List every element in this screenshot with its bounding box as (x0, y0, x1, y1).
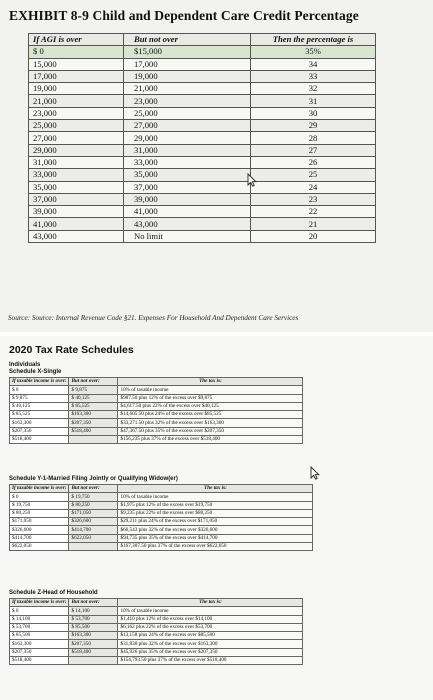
agi-over-cell: 25,000 (29, 120, 124, 132)
but-not-over-cell: $ 14,100 (69, 607, 118, 615)
but-not-over-cell: 19,000 (124, 70, 251, 82)
income-over-cell: $163,300 (10, 640, 69, 648)
source-citation: Source: Source: Internal Revenue Code §21. Expenses For Household And Dependent Care Services (8, 314, 299, 322)
but-not-over-cell: 37,000 (124, 181, 251, 193)
header-agi-over: If AGI is over (29, 34, 124, 46)
tax-is-cell: $14,605.50 plus 24% of the excess over $85,525 (118, 411, 303, 419)
header-tax-is: The tax is: (118, 378, 303, 386)
table-row (10, 427, 303, 435)
but-not-over-cell: 17,000 (124, 58, 251, 70)
table-row (29, 206, 376, 218)
income-over-cell: $207,350 (10, 427, 69, 435)
table-row (29, 132, 376, 144)
income-over-cell: $ 9,875 (10, 394, 69, 402)
but-not-over-cell: $518,400 (69, 648, 118, 656)
header-but-not-over: But not over (124, 34, 251, 46)
agi-over-cell: 23,000 (29, 107, 124, 119)
agi-over-cell: 33,000 (29, 169, 124, 181)
agi-over-cell: 17,000 (29, 70, 124, 82)
mouse-cursor-icon (310, 466, 320, 480)
percentage-cell: 30 (251, 107, 376, 119)
but-not-over-cell: 39,000 (124, 193, 251, 205)
table-row (10, 436, 303, 444)
but-not-over-cell: $ 9,875 (69, 386, 118, 394)
table-row (10, 509, 313, 517)
percentage-cell: 20 (251, 230, 376, 242)
but-not-over-cell (69, 436, 118, 444)
percentage-cell: 21 (251, 218, 376, 230)
table-row (29, 58, 376, 70)
table-row (10, 615, 303, 623)
tax-is-cell: 10% of taxable income (118, 386, 303, 394)
table-header-row (29, 34, 376, 46)
but-not-over-cell: $518,400 (69, 427, 118, 435)
income-over-cell: $518,400 (10, 436, 69, 444)
tax-is-cell: $31,830 plus 32% of the excess over $163,300 (118, 640, 303, 648)
but-not-over-cell: 31,000 (124, 144, 251, 156)
tax-is-cell: $47,367.50 plus 35% of the excess over $207,350 (118, 427, 303, 435)
table-header-row (10, 485, 313, 493)
tax-is-cell: $156,235 plus 37% of the excess over $518,400 (118, 436, 303, 444)
but-not-over-cell: $ 19,750 (69, 493, 118, 501)
but-not-over-cell: $ 53,700 (69, 615, 118, 623)
tax-is-cell: $1,975 plus 12% of the excess over $19,750 (118, 501, 313, 509)
but-not-over-cell: 27,000 (124, 120, 251, 132)
but-not-over-cell: $163,300 (69, 411, 118, 419)
header-income-over: If taxable income is over: (10, 378, 69, 386)
percentage-cell: 27 (251, 144, 376, 156)
header-but-not-over: But not over: (69, 485, 118, 493)
but-not-over-cell: $ 85,525 (69, 402, 118, 410)
exhibit-title: EXHIBIT 8-9 Child and Dependent Care Credit Percentage (9, 8, 359, 23)
income-over-cell: $ 85,500 (10, 632, 69, 640)
but-not-over-cell: 25,000 (124, 107, 251, 119)
table-row (29, 156, 376, 168)
but-not-over-cell: 41,000 (124, 206, 251, 218)
schedule-y1-body (10, 493, 313, 551)
agi-over-cell: 37,000 (29, 193, 124, 205)
agi-over-cell: 35,000 (29, 181, 124, 193)
but-not-over-cell: 21,000 (124, 83, 251, 95)
table-row (10, 419, 303, 427)
income-over-cell: $ 85,525 (10, 411, 69, 419)
tax-is-cell: $987.50 plus 12% of the excess over $9,875 (118, 394, 303, 402)
tax-is-cell: $9,235 plus 22% of the excess over $80,250 (118, 509, 313, 517)
table-row (10, 534, 313, 542)
schedule-y1-title: Schedule Y-1-Married Filing Jointly or Qualifying Widow(er) (9, 476, 178, 482)
table-row (29, 83, 376, 95)
table-row (29, 70, 376, 82)
table-row (10, 648, 303, 656)
section-title: Individuals (9, 362, 41, 368)
income-over-cell: $518,400 (10, 657, 69, 665)
schedule-x-table (9, 377, 303, 444)
percentage-cell: 31 (251, 95, 376, 107)
but-not-over-cell: 33,000 (124, 156, 251, 168)
table-row (29, 169, 376, 181)
income-over-cell: $ 19,750 (10, 501, 69, 509)
schedule-x-body (10, 386, 303, 444)
tax-is-cell: $13,158 plus 24% of the excess over $85,500 (118, 632, 303, 640)
table-row (10, 607, 303, 615)
but-not-over-cell (69, 657, 118, 665)
table-row (10, 411, 303, 419)
percentage-cell: 29 (251, 120, 376, 132)
but-not-over-cell: $414,700 (69, 526, 118, 534)
income-over-cell: $163,300 (10, 419, 69, 427)
percentage-cell: 33 (251, 70, 376, 82)
but-not-over-cell: 23,000 (124, 95, 251, 107)
agi-over-cell: 19,000 (29, 83, 124, 95)
percentage-cell: 26 (251, 156, 376, 168)
but-not-over-cell: 43,000 (124, 218, 251, 230)
percentage-cell: 25 (251, 169, 376, 181)
but-not-over-cell (69, 543, 118, 551)
percentage-cell: 22 (251, 206, 376, 218)
header-but-not-over: But not over: (69, 599, 118, 607)
exhibit-panel (0, 0, 433, 332)
table-row (29, 193, 376, 205)
income-over-cell: $171,050 (10, 518, 69, 526)
table-row (29, 218, 376, 230)
table-row (10, 526, 313, 534)
table-row (29, 230, 376, 242)
schedule-z-title: Schedule Z-Head of Household (9, 590, 98, 596)
tax-is-cell: $33,271.50 plus 32% of the excess over $163,300 (118, 419, 303, 427)
but-not-over-cell: 35,000 (124, 169, 251, 181)
tax-is-cell: $6,162 plus 22% of the excess over $53,700 (118, 623, 303, 631)
table-row (29, 46, 376, 58)
but-not-over-cell: $163,300 (69, 632, 118, 640)
agi-over-cell: 29,000 (29, 144, 124, 156)
agi-over-cell: 43,000 (29, 230, 124, 242)
tax-is-cell: $154,793.50 plus 37% of the excess over $518,400 (118, 657, 303, 665)
table-row (29, 107, 376, 119)
income-over-cell: $ 14,100 (10, 615, 69, 623)
header-income-over: If taxable income is over: (10, 485, 69, 493)
income-over-cell: $622,050 (10, 543, 69, 551)
income-over-cell: $ 53,700 (10, 623, 69, 631)
table-row (10, 640, 303, 648)
tax-is-cell: $167,307.50 plus 37% of the excess over $622,050 (118, 543, 313, 551)
credit-percentage-table (28, 33, 376, 243)
table-row (10, 402, 303, 410)
table-row (29, 181, 376, 193)
table-header-row (10, 599, 303, 607)
income-over-cell: $414,700 (10, 534, 69, 542)
tax-is-cell: 10% of taxable income (118, 493, 313, 501)
table-row (29, 144, 376, 156)
agi-over-cell: 21,000 (29, 95, 124, 107)
percentage-cell: 35% (251, 46, 376, 58)
income-over-cell: $ 0 (10, 386, 69, 394)
tax-is-cell: $66,543 plus 32% of the excess over $326,600 (118, 526, 313, 534)
tax-is-cell: $45,926 plus 35% of the excess over $207,350 (118, 648, 303, 656)
table-row (10, 632, 303, 640)
header-percentage: Then the percentage is (251, 34, 376, 46)
agi-over-cell: 39,000 (29, 206, 124, 218)
agi-over-cell: $ 0 (29, 46, 124, 58)
income-over-cell: $ 80,250 (10, 509, 69, 517)
but-not-over-cell: $ 85,500 (69, 623, 118, 631)
income-over-cell: $207,350 (10, 648, 69, 656)
table-row (10, 623, 303, 631)
credit-table-body (29, 46, 376, 243)
tax-is-cell: $29,211 plus 24% of the excess over $171,050 (118, 518, 313, 526)
income-over-cell: $ 0 (10, 607, 69, 615)
table-row (29, 120, 376, 132)
table-row (10, 493, 313, 501)
income-over-cell: $326,600 (10, 526, 69, 534)
income-over-cell: $ 40,125 (10, 402, 69, 410)
table-row (10, 501, 313, 509)
but-not-over-cell: No limit (124, 230, 251, 242)
percentage-cell: 23 (251, 193, 376, 205)
percentage-cell: 34 (251, 58, 376, 70)
income-over-cell: $ 0 (10, 493, 69, 501)
table-row (29, 95, 376, 107)
tax-is-cell: $4,617.50 plus 22% of the excess over $40,125 (118, 402, 303, 410)
percentage-cell: 32 (251, 83, 376, 95)
table-row (10, 543, 313, 551)
but-not-over-cell: $ 80,250 (69, 501, 118, 509)
table-row (10, 518, 313, 526)
table-row (10, 657, 303, 665)
schedule-z-table (9, 598, 303, 665)
agi-over-cell: 31,000 (29, 156, 124, 168)
header-income-over: If taxable income is over: (10, 599, 69, 607)
header-tax-is: The tax is: (118, 485, 313, 493)
schedule-y1-table (9, 484, 313, 551)
agi-over-cell: 41,000 (29, 218, 124, 230)
tax-is-cell: 10% of taxable income (118, 607, 303, 615)
but-not-over-cell: $207,350 (69, 640, 118, 648)
but-not-over-cell: $15,000 (124, 46, 251, 58)
tax-rate-panel (0, 336, 433, 700)
schedule-x-title: Schedule X-Single (9, 369, 62, 375)
schedule-z-body (10, 607, 303, 665)
tax-is-cell: $94,735 plus 35% of the excess over $414,700 (118, 534, 313, 542)
agi-over-cell: 15,000 (29, 58, 124, 70)
rates-title: 2020 Tax Rate Schedules (9, 344, 134, 356)
but-not-over-cell: $207,350 (69, 419, 118, 427)
but-not-over-cell: 29,000 (124, 132, 251, 144)
header-tax-is: The tax is: (118, 599, 303, 607)
but-not-over-cell: $ 40,125 (69, 394, 118, 402)
table-row (10, 394, 303, 402)
table-row (10, 386, 303, 394)
but-not-over-cell: $171,050 (69, 509, 118, 517)
percentage-cell: 24 (251, 181, 376, 193)
agi-over-cell: 27,000 (29, 132, 124, 144)
but-not-over-cell: $326,600 (69, 518, 118, 526)
mouse-cursor-icon (247, 173, 257, 187)
but-not-over-cell: $622,050 (69, 534, 118, 542)
tax-is-cell: $1,410 plus 12% of the excess over $14,100 (118, 615, 303, 623)
percentage-cell: 28 (251, 132, 376, 144)
table-header-row (10, 378, 303, 386)
header-but-not-over: But not over: (69, 378, 118, 386)
